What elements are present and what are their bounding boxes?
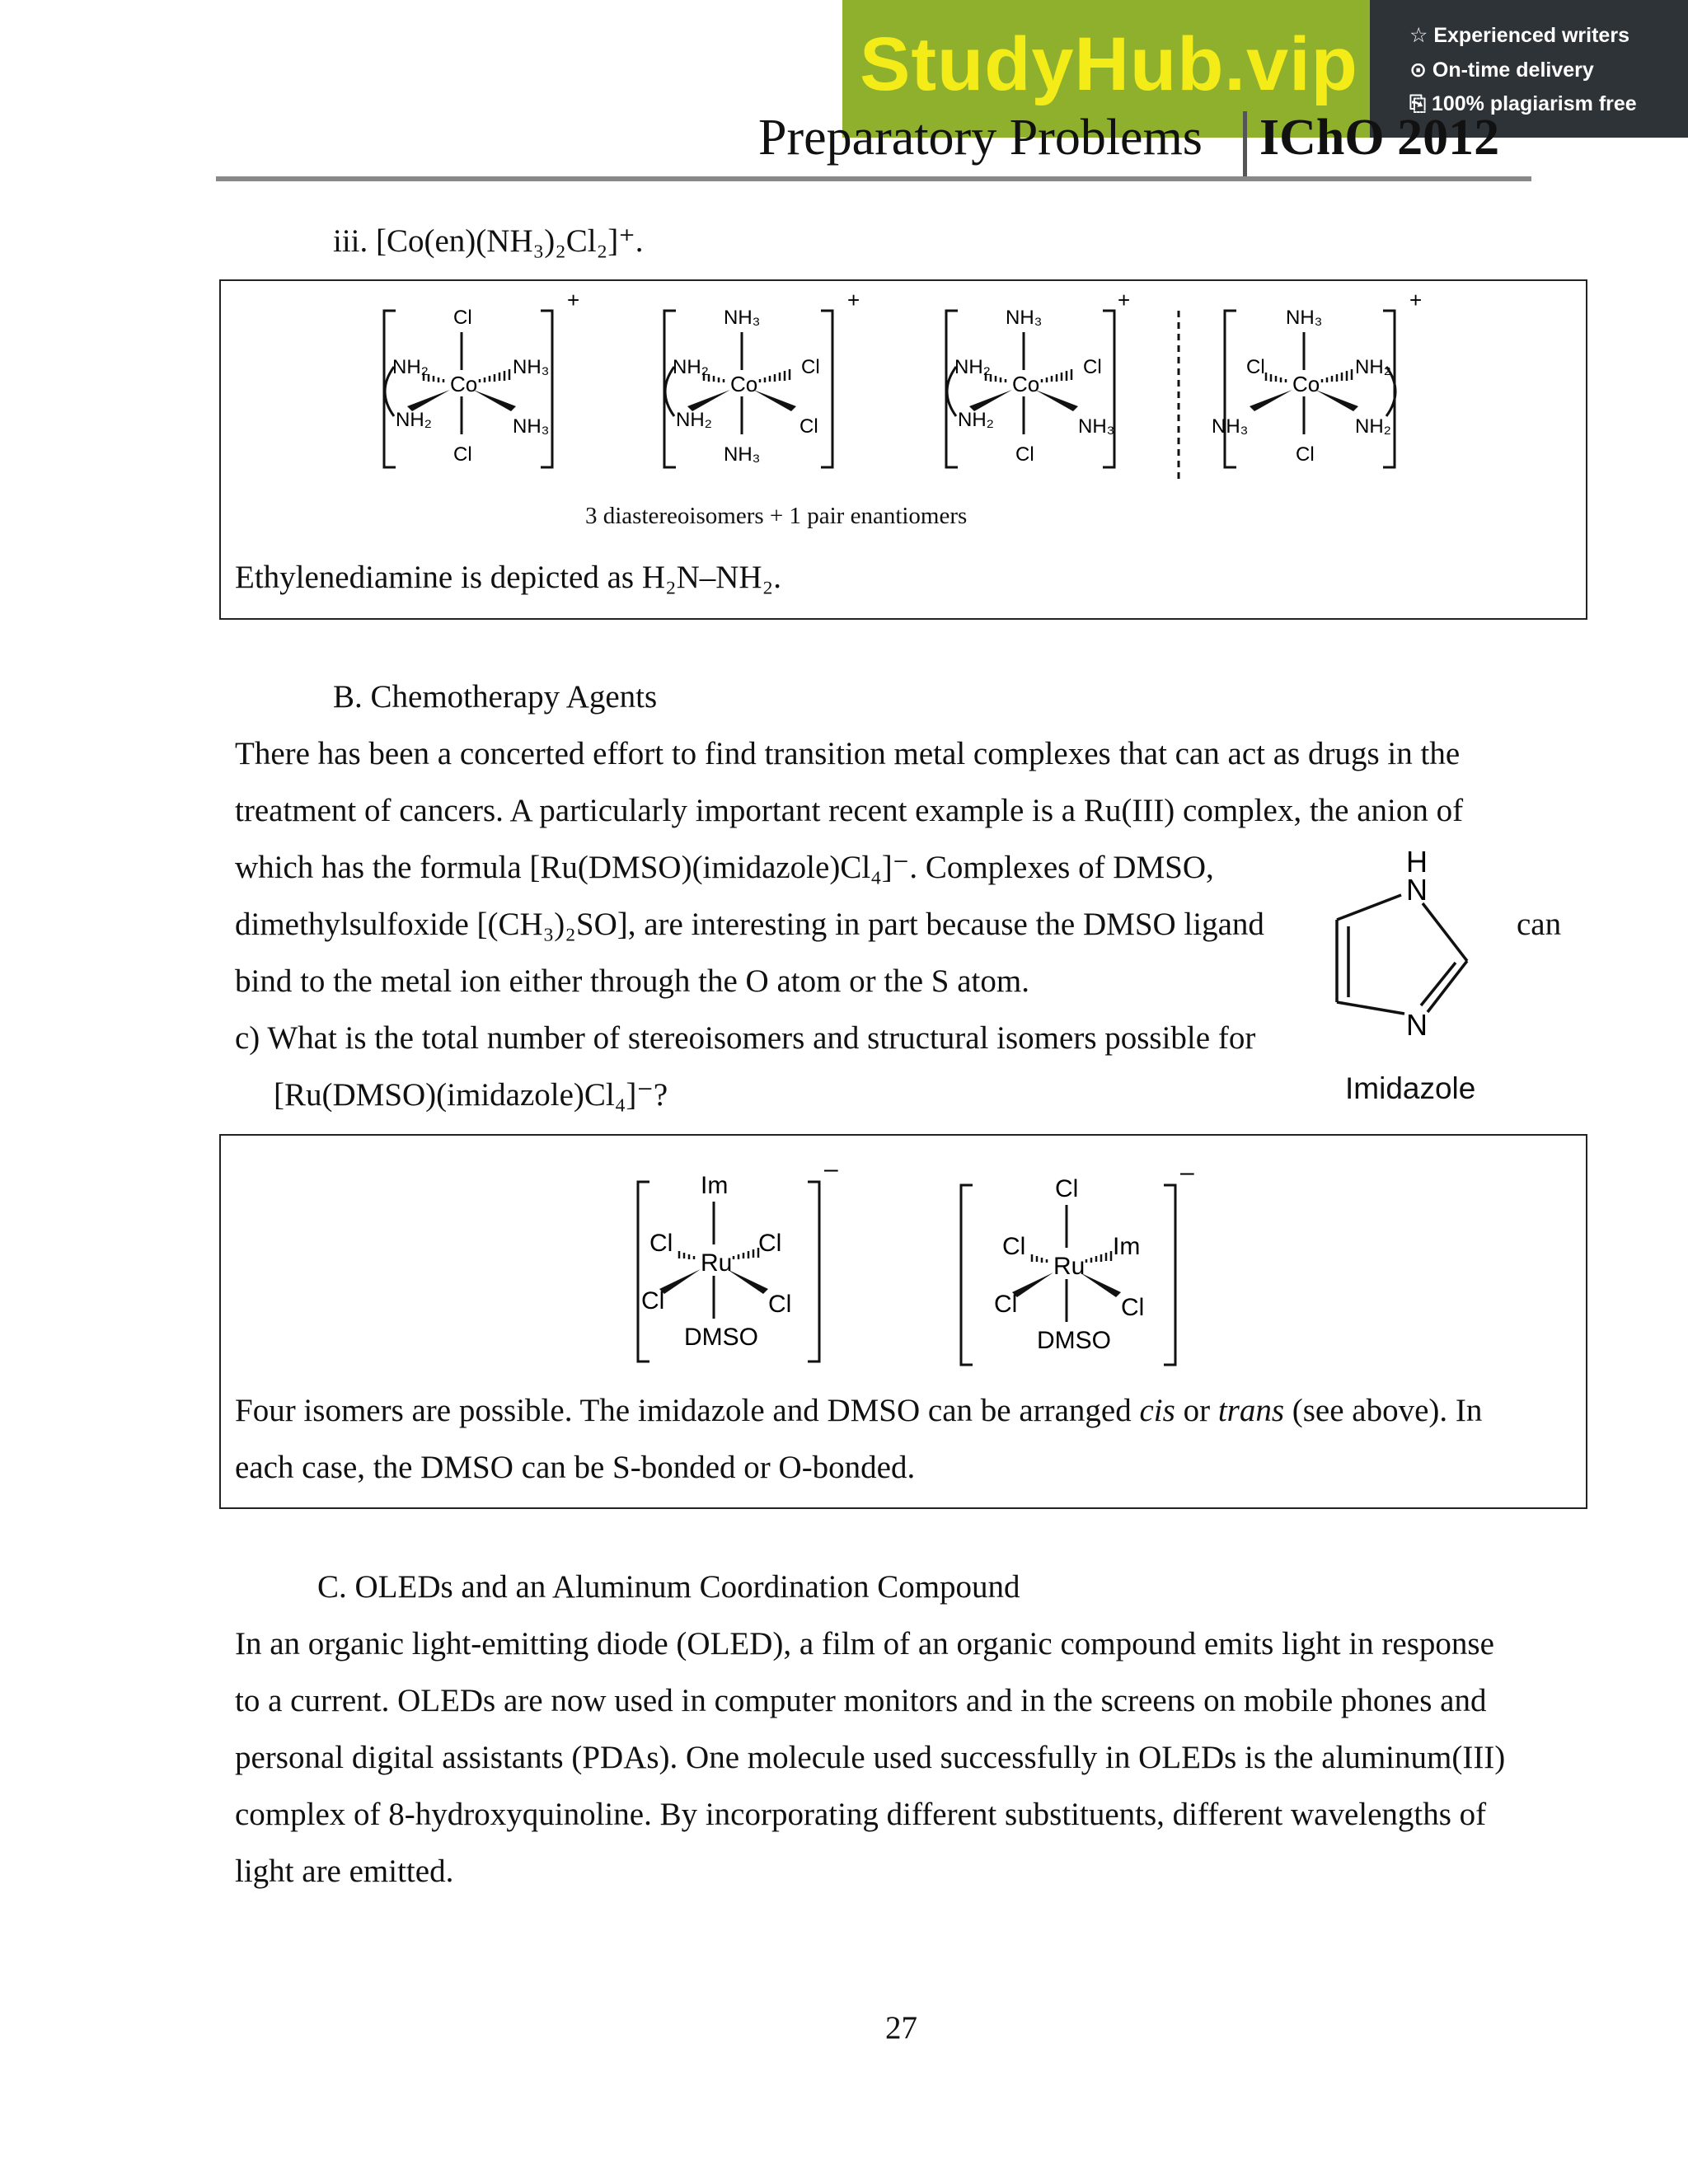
section-c-line-5: light are emitted. xyxy=(235,1854,454,1889)
svg-text:Im: Im xyxy=(701,1172,729,1199)
svg-text:Co: Co xyxy=(730,372,758,396)
svg-text:Co: Co xyxy=(1012,372,1040,396)
svg-text:NH₃: NH₃ xyxy=(513,415,550,438)
section-b-line-3: which has the formula [Ru(DMSO)(imidazole)Cl₄]⁻. Complexes of DMSO, xyxy=(235,850,1214,885)
section-c-line-2: to a current. OLEDs are now used in computer monitors and in the screens on mobile phones and xyxy=(235,1683,1487,1718)
svg-text:–: – xyxy=(824,1155,838,1183)
svg-text:NH₂: NH₂ xyxy=(673,356,709,378)
brand-logo[interactable]: StudyHub.vip xyxy=(860,22,1358,106)
svg-text:NH₃: NH₃ xyxy=(724,443,761,466)
isomer-4 xyxy=(1212,288,1422,467)
svg-text:Cl: Cl xyxy=(1296,443,1315,466)
svg-text:DMSO: DMSO xyxy=(1037,1327,1111,1354)
svg-text:+: + xyxy=(1118,288,1131,312)
svg-text:Cl: Cl xyxy=(1002,1233,1026,1260)
svg-text:DMSO: DMSO xyxy=(684,1324,758,1351)
imidazole-label: Imidazole xyxy=(1345,1071,1476,1105)
svg-text:NH₃: NH₃ xyxy=(513,356,550,378)
feature-experienced-writers: ☆ Experienced writers xyxy=(1409,24,1629,47)
svg-text:Cl: Cl xyxy=(1055,1175,1079,1202)
section-b-heading: B. Chemotherapy Agents xyxy=(333,679,658,715)
svg-text:NH₂: NH₂ xyxy=(1355,356,1391,378)
svg-text:Cl: Cl xyxy=(453,443,472,466)
svg-text:Cl: Cl xyxy=(649,1230,673,1257)
section-b-line-1: There has been a concerted effort to find transition metal complexes that can act as drugs in the xyxy=(235,736,1461,771)
en-note: Ethylenediamine is depicted as H₂N–NH₂. xyxy=(235,560,781,595)
header-divider xyxy=(1243,111,1247,177)
question-c-line-1: c) What is the total number of stereoisomers and structural isomers possible for xyxy=(235,1020,1256,1056)
svg-text:NH₃: NH₃ xyxy=(1006,307,1043,329)
answer-c-line-1: Four isomers are possible. The imidazole and DMSO can be arranged cis or trans (see above). In xyxy=(235,1393,1483,1428)
svg-text:Cl: Cl xyxy=(768,1291,792,1318)
feature-plagiarism-free: ⎘ 100% plagiarism free xyxy=(1409,92,1637,115)
svg-text:Ru: Ru xyxy=(1053,1253,1085,1280)
feature-on-time-delivery: ⊙ On-time delivery xyxy=(1409,59,1594,82)
page-header-title: Preparatory Problems xyxy=(758,110,1203,166)
isomer-caption: 3 diastereoisomers + 1 pair enantiomers xyxy=(585,503,968,529)
svg-text:–: – xyxy=(1180,1159,1194,1186)
isomer-3 xyxy=(946,288,1130,467)
section-b-line-4: dimethylsulfoxide [(CH₃)₂SO], are interesting in part because the DMSO ligand xyxy=(235,907,1264,942)
svg-text:Cl: Cl xyxy=(1015,443,1034,466)
ru-cis-isomer xyxy=(961,1159,1194,1365)
svg-text:NH₃: NH₃ xyxy=(1212,415,1249,438)
svg-text:NH₂: NH₂ xyxy=(958,409,994,431)
svg-text:NH₃: NH₃ xyxy=(1078,415,1115,438)
svg-text:Co: Co xyxy=(450,372,478,396)
question-c-line-2: [Ru(DMSO)(imidazole)Cl₄]⁻? xyxy=(274,1077,668,1113)
header-rule xyxy=(216,176,1531,181)
svg-text:H: H xyxy=(1406,849,1428,879)
svg-text:+: + xyxy=(567,288,580,312)
svg-text:NH₃: NH₃ xyxy=(724,307,761,329)
page-number: 27 xyxy=(885,2010,917,2046)
ru-isomers-figure xyxy=(577,1151,1220,1373)
svg-text:NH₂: NH₂ xyxy=(676,409,712,431)
trans-term: trans xyxy=(1217,1393,1285,1428)
svg-text:Ru: Ru xyxy=(701,1249,733,1277)
svg-text:NH₂: NH₂ xyxy=(954,356,991,378)
answer-c-line-2: each case, the DMSO can be S-bonded or O-bonded. xyxy=(235,1450,916,1485)
header-edition: IChO 2012 xyxy=(1259,110,1500,166)
svg-text:NH₂: NH₂ xyxy=(396,409,432,431)
svg-text:N: N xyxy=(1406,873,1428,907)
svg-text:Cl: Cl xyxy=(1083,356,1102,378)
svg-text:Cl: Cl xyxy=(1246,356,1265,378)
svg-text:Cl: Cl xyxy=(641,1287,665,1315)
svg-text:Cl: Cl xyxy=(1121,1294,1145,1321)
svg-text:NH₂: NH₂ xyxy=(1355,415,1391,438)
isomer-1 xyxy=(384,288,579,467)
isomer-2 xyxy=(664,288,860,467)
svg-text:NH₂: NH₂ xyxy=(392,356,429,378)
svg-text:Co: Co xyxy=(1292,372,1320,396)
svg-text:Cl: Cl xyxy=(994,1291,1018,1318)
section-b-line-2: treatment of cancers. A particularly important recent example is a Ru(III) complex, the anion of xyxy=(235,793,1464,828)
svg-text:Cl: Cl xyxy=(799,415,818,438)
section-b-line-5: bind to the metal ion either through the O atom or the S atom. xyxy=(235,963,1029,999)
imidazole-structure xyxy=(1319,849,1500,1047)
svg-text:NH₃: NH₃ xyxy=(1286,307,1323,329)
svg-text:N: N xyxy=(1406,1008,1428,1042)
ru-trans-isomer xyxy=(638,1155,838,1361)
section-c-line-1: In an organic light-emitting diode (OLED), a film of an organic compound emits light in response xyxy=(235,1626,1494,1661)
section-c-line-3: personal digital assistants (PDAs). One molecule used successfully in OLEDs is the aluminum(III) xyxy=(235,1740,1506,1775)
part-iii-label: iii. [Co(en)(NH₃)₂Cl₂]⁺. xyxy=(333,223,644,259)
svg-text:+: + xyxy=(847,288,860,312)
section-c-heading: C. OLEDs and an Aluminum Coordination Compound xyxy=(317,1569,1020,1605)
svg-text:Cl: Cl xyxy=(758,1230,782,1257)
section-b-trailing-word: can xyxy=(1517,907,1562,942)
co-isomers-figure xyxy=(219,279,1587,527)
svg-text:Cl: Cl xyxy=(801,356,820,378)
svg-text:Im: Im xyxy=(1113,1233,1141,1260)
section-c-line-4: complex of 8-hydroxyquinoline. By incorporating different substituents, different wavelengths of xyxy=(235,1797,1487,1832)
svg-text:+: + xyxy=(1409,288,1423,312)
svg-text:Cl: Cl xyxy=(453,307,472,329)
cis-term: cis xyxy=(1139,1393,1175,1428)
